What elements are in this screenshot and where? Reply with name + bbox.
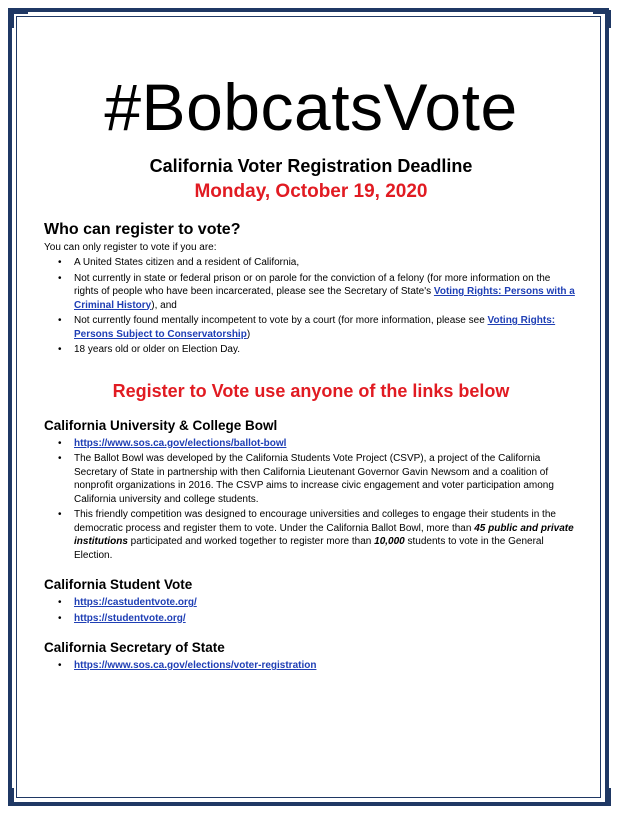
bowl-list <box>46 437 576 563</box>
bullet-icon: • <box>58 597 62 608</box>
bullet-icon: • <box>58 453 62 464</box>
bullet-icon: • <box>58 509 62 520</box>
list-item: • A United States citizen and a resident of California, <box>58 257 300 268</box>
bowl-section <box>46 417 576 563</box>
list-item: • Not currently found mentally incompetent to vote by a court (for more information, please see Voting Rights: Persons Subject to Conservatorship) <box>58 315 556 340</box>
list-item <box>58 659 576 673</box>
criminal-history-link[interactable]: Voting Rights: Persons with a Criminal History <box>74 286 575 311</box>
border-corner <box>10 10 28 28</box>
student-vote-list <box>46 596 576 625</box>
page-title: #BobcatsVote <box>104 70 518 144</box>
subtitle: California Voter Registration Deadline <box>149 156 473 176</box>
list-item <box>58 596 576 610</box>
list-item: • Not currently in state or federal prison or on parole for the conviction of a felony (for more information on the rights of people who have been incarcerated, please see the Secretary of State's Voting Rights: Persons with a Criminal History), and <box>58 272 575 311</box>
castudentvote-link[interactable]: https://castudentvote.org/ <box>74 597 197 608</box>
student-vote-section <box>46 576 576 625</box>
list-item <box>58 437 576 451</box>
flyer-content <box>46 70 576 687</box>
border-corner <box>593 788 611 806</box>
bullet-icon: • <box>58 660 62 671</box>
sos-heading: California Secretary of State <box>44 640 225 655</box>
bullet-icon: • <box>58 437 62 449</box>
bullet-icon: • <box>58 272 62 284</box>
bullet-icon: • <box>58 257 62 268</box>
sos-section <box>46 639 576 673</box>
bowl-heading: California University & College Bowl <box>44 417 278 433</box>
who-heading: Who can register to vote? <box>44 221 241 238</box>
studentvote-link[interactable]: https://studentvote.org/ <box>74 612 186 624</box>
who-intro: You can only register to vote if you are: <box>44 242 217 253</box>
register-heading: Register to Vote use anyone of the links below <box>112 380 510 401</box>
list-item: • The Ballot Bowl was developed by the California Students Vote Project (CSVP), a project of the California Secretary of State in partnership with then California Lieutenant Governor Gavin Newsom and a coalition of nonprofit organizations in 2016. The CSVP aims to increase civic engagement and voter participation among California university and college students. <box>58 453 554 505</box>
bullet-icon: • <box>58 612 62 624</box>
list-item: • 18 years old or older on Election Day. <box>58 344 241 355</box>
border-corner <box>593 10 611 28</box>
deadline-date: Monday, October 19, 2020 <box>194 181 428 202</box>
border-corner <box>10 788 28 806</box>
conservatorship-link[interactable]: Voting Rights: Persons Subject to Conservatorship <box>74 315 556 340</box>
ballot-bowl-link[interactable]: https://www.sos.ca.gov/elections/ballot-bowl <box>74 437 287 449</box>
sos-list <box>46 659 576 673</box>
eligibility-list <box>46 256 576 357</box>
bullet-icon: • <box>58 344 62 355</box>
list-item: • This friendly competition was designed to encourage universities and colleges to engage their students in the democratic process and register them to vote. Under the California Ballot Bowl, more than 45 public and private institutions participated and worked together to register more than 10,000 students to vote in the General Election. <box>58 509 574 561</box>
bullet-icon: • <box>58 315 62 326</box>
voter-registration-link[interactable]: https://www.sos.ca.gov/elections/voter-registration <box>74 660 317 671</box>
list-item <box>58 612 576 626</box>
student-vote-heading: California Student Vote <box>44 577 193 592</box>
